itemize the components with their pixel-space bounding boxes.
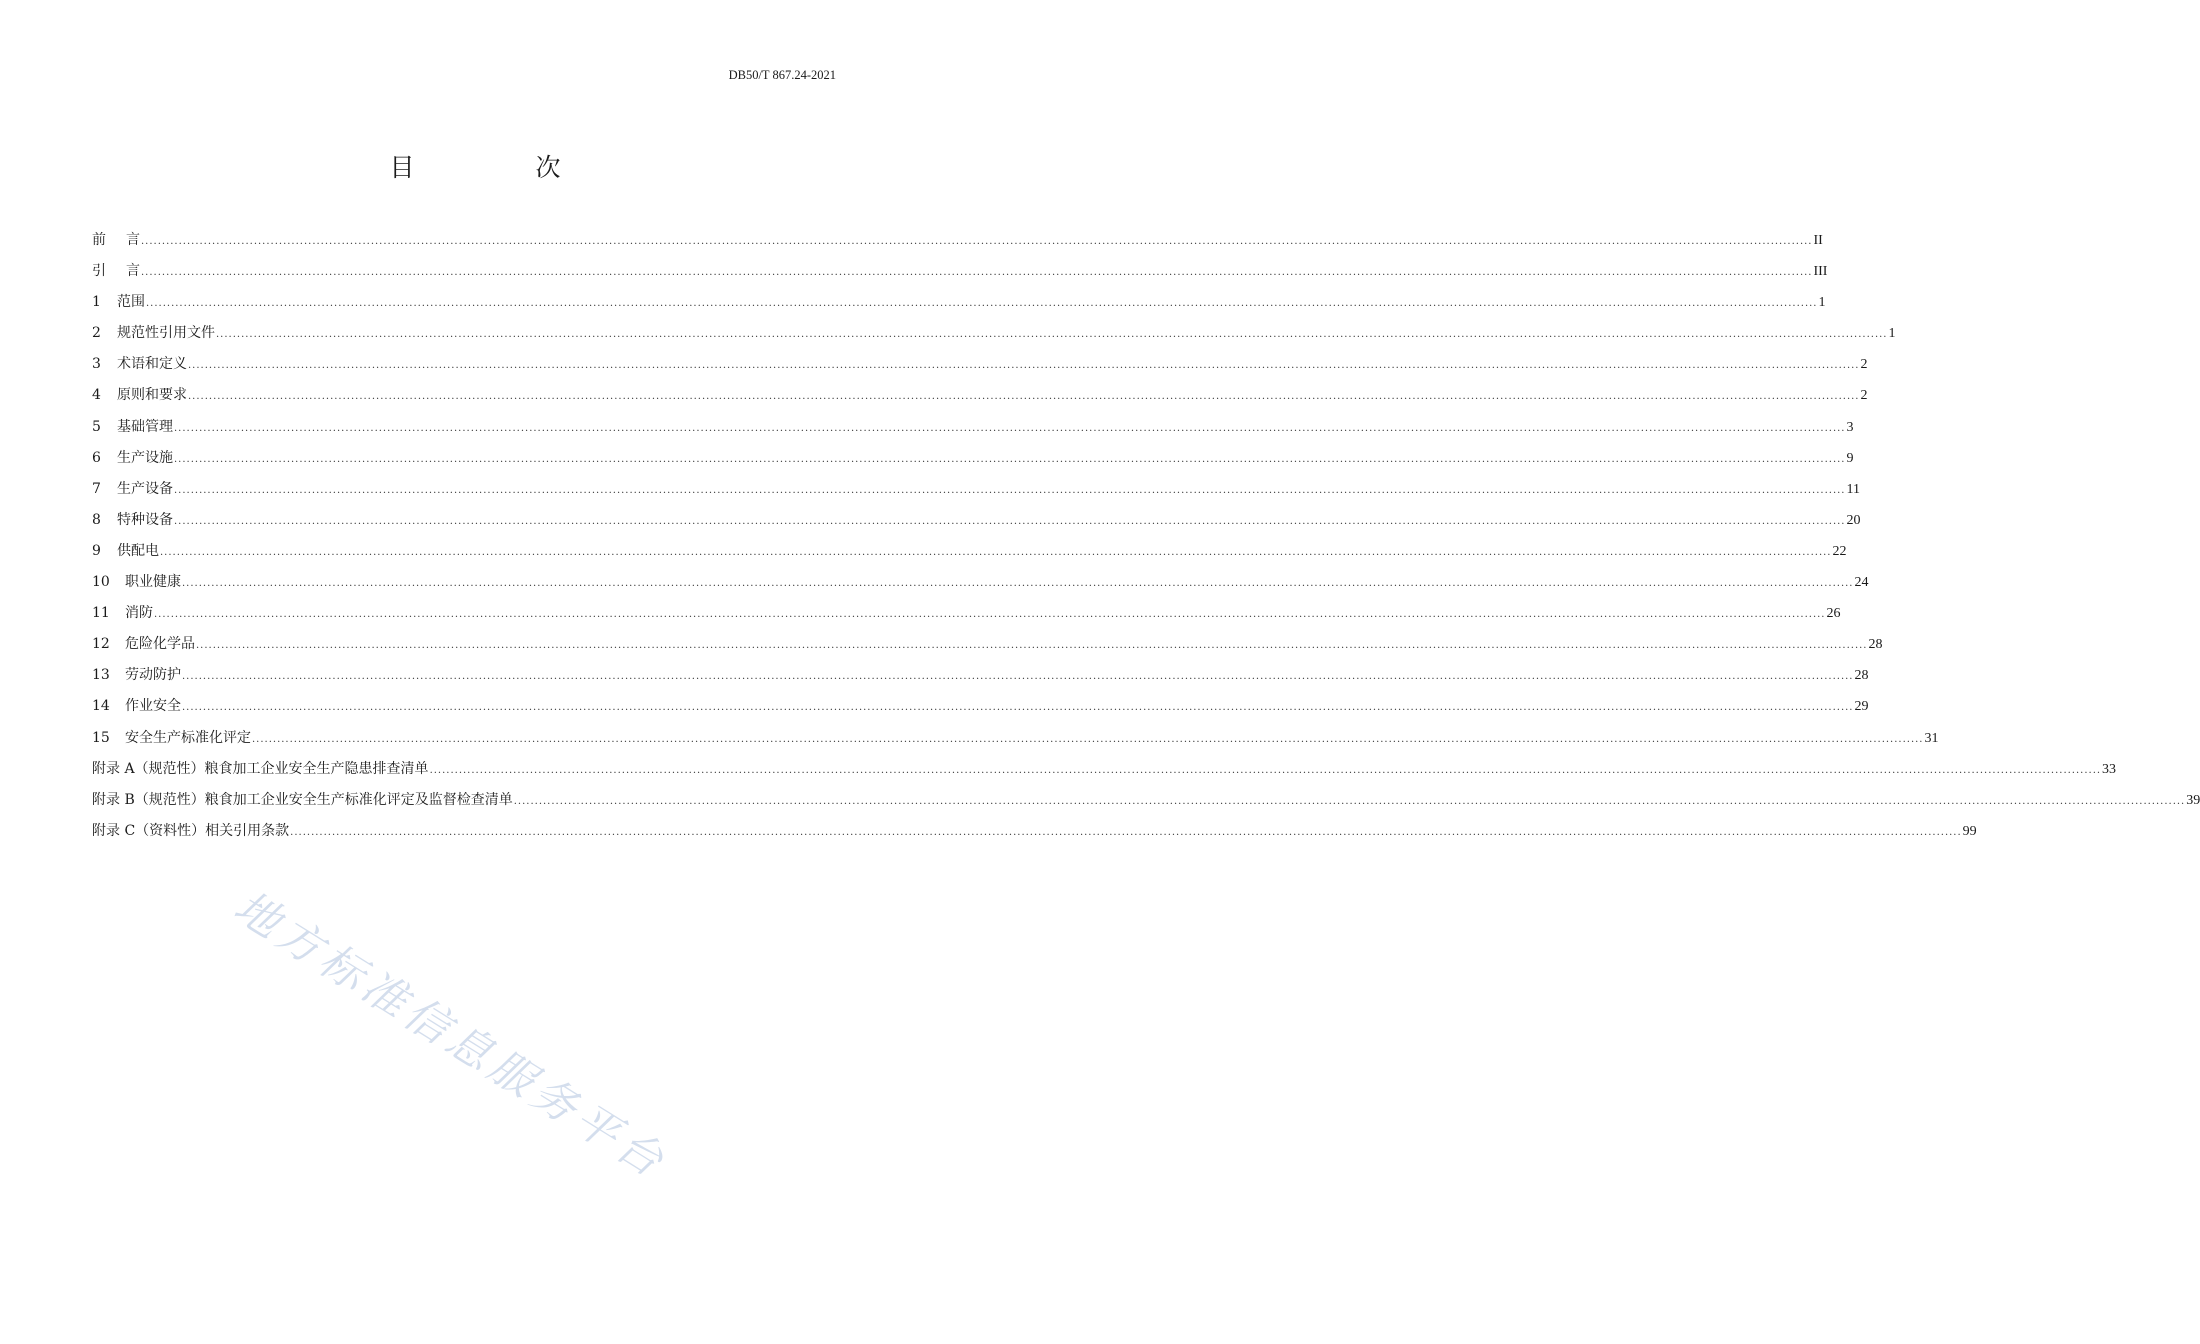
toc-entry-number: 14 [92, 698, 110, 715]
toc-entry-number: 5 [92, 418, 101, 435]
toc-entry[interactable] [92, 571, 1869, 602]
toc-entry-title: 言 [126, 232, 140, 248]
toc-entry-leader: ................................................................................................................................................................................................................................................................................................................................................................................................................ [174, 453, 1846, 465]
toc-entry-number: 1 [92, 294, 101, 311]
toc-entry-page: 3 [1846, 419, 1854, 435]
toc-entry-title: 供配电 [117, 542, 159, 559]
toc-entry-number: 6 [92, 449, 101, 466]
toc-entry-leader: ................................................................................................................................................................................................................................................................................................................................................................................................................ [429, 764, 2102, 776]
toc-entry-number: 12 [92, 636, 110, 653]
table-of-contents [92, 229, 2200, 851]
toc-entry-page: 26 [1826, 606, 1841, 622]
toc-entry[interactable] [92, 322, 1896, 353]
toc-entry-number: 7 [92, 480, 101, 497]
toc-entry-page: 31 [1924, 730, 1939, 746]
toc-entry-number: 2 [92, 325, 101, 342]
toc-entry[interactable] [92, 540, 1847, 571]
toc-entry-leader: ................................................................................................................................................................................................................................................................................................................................................................................................................ [216, 329, 1888, 341]
toc-entry-page: III [1813, 264, 1828, 280]
toc-entry[interactable] [92, 384, 1868, 415]
toc-entry-title: 安全生产标准化评定 [125, 729, 251, 746]
toc-entry[interactable] [92, 416, 1854, 447]
document-code: DB50/T 867.24-2021 [728, 68, 836, 82]
toc-entry[interactable] [92, 727, 1939, 758]
toc-entry[interactable] [92, 695, 1869, 726]
toc-entry-leader: ................................................................................................................................................................................................................................................................................................................................................................................................................ [141, 236, 1813, 247]
toc-title: 目 次 [389, 153, 609, 182]
toc-entry[interactable] [92, 633, 1883, 664]
toc-entry-title: 规范性引用文件 [117, 325, 215, 342]
toc-entry-leader: ................................................................................................................................................................................................................................................................................................................................................................................................................ [188, 360, 1860, 372]
toc-entry-leader: ................................................................................................................................................................................................................................................................................................................................................................................................................ [174, 484, 1846, 496]
toc-entry[interactable] [92, 789, 2200, 820]
toc-entry[interactable] [92, 602, 1841, 633]
toc-entry-title: 附录 A（规范性）粮食加工企业安全生产隐患排查清单 [92, 760, 429, 777]
toc-entry-title: 基础管理 [117, 418, 173, 435]
toc-entry[interactable] [92, 260, 1828, 291]
toc-entry-number: 13 [92, 667, 110, 684]
toc-entry[interactable] [92, 509, 1861, 540]
toc-entry-title: 职业健康 [125, 574, 181, 591]
toc-entry-page: 24 [1854, 575, 1869, 591]
toc-entry[interactable] [92, 820, 1977, 851]
toc-entry-title: 附录 C（资料性）相关引用条款 [92, 822, 290, 839]
toc-entry[interactable] [92, 353, 1868, 384]
toc-entry-leader: ................................................................................................................................................................................................................................................................................................................................................................................................................ [182, 702, 1854, 714]
toc-entry[interactable] [92, 447, 1854, 478]
toc-entry-number: 引 [92, 263, 106, 280]
toc-entry[interactable] [92, 478, 1860, 509]
toc-entry-page: 33 [2102, 761, 2117, 777]
toc-entry-title: 危险化学品 [125, 636, 195, 653]
toc-entry-number: 4 [92, 387, 101, 404]
toc-entry-page: 1 [1888, 326, 1896, 342]
toc-entry-title: 言 [126, 263, 140, 280]
toc-entry-number: 11 [92, 605, 110, 622]
toc-entry-page: 99 [1962, 823, 1977, 839]
toc-entry-page: 28 [1868, 637, 1883, 653]
toc-entry-number: 前 [92, 232, 106, 248]
toc-entry-title: 作业安全 [125, 698, 181, 715]
toc-entry-title: 生产设备 [117, 480, 173, 497]
toc-entry-leader: ................................................................................................................................................................................................................................................................................................................................................................................................................ [196, 640, 1868, 652]
toc-entry-page: 22 [1832, 543, 1847, 559]
toc-entry-leader: ................................................................................................................................................................................................................................................................................................................................................................................................................ [252, 733, 1924, 745]
toc-entry-page: 28 [1854, 668, 1869, 684]
toc-entry-page: 2 [1860, 357, 1868, 373]
toc-entry[interactable] [92, 664, 1869, 695]
toc-entry-page: 29 [1854, 699, 1869, 715]
toc-entry-leader: ................................................................................................................................................................................................................................................................................................................................................................................................................ [182, 671, 1854, 683]
toc-entry[interactable] [92, 291, 1826, 322]
toc-entry-leader: ................................................................................................................................................................................................................................................................................................................................................................................................................ [160, 546, 1832, 558]
toc-entry-title: 生产设施 [117, 449, 173, 466]
toc-entry[interactable] [92, 229, 1823, 260]
toc-entry-title: 原则和要求 [117, 387, 187, 404]
toc-entry-leader: ................................................................................................................................................................................................................................................................................................................................................................................................................ [174, 422, 1846, 434]
toc-entry-title: 消防 [125, 605, 153, 622]
toc-entry-leader: ................................................................................................................................................................................................................................................................................................................................................................................................................ [290, 826, 1962, 838]
toc-entry-leader: ................................................................................................................................................................................................................................................................................................................................................................................................................ [146, 298, 1818, 310]
toc-entry-leader: ................................................................................................................................................................................................................................................................................................................................................................................................................ [188, 391, 1860, 403]
watermark: 地方标准信息服务平台 [225, 881, 677, 1190]
toc-entry-page: II [1813, 233, 1823, 248]
toc-entry-title: 特种设备 [117, 511, 173, 528]
toc-entry-leader: ................................................................................................................................................................................................................................................................................................................................................................................................................ [154, 609, 1826, 621]
toc-entry-leader: ................................................................................................................................................................................................................................................................................................................................................................................................................ [174, 515, 1846, 527]
toc-entry-number: 9 [92, 542, 101, 559]
toc-entry-leader: ................................................................................................................................................................................................................................................................................................................................................................................................................ [513, 795, 2186, 807]
toc-entry-title: 术语和定义 [117, 356, 187, 373]
toc-entry-page: 1 [1818, 295, 1826, 311]
toc-entry-title: 劳动防护 [125, 667, 181, 684]
toc-entry-page: 11 [1846, 481, 1860, 497]
toc-entry-page: 2 [1860, 388, 1868, 404]
toc-entry-page: 39 [2186, 792, 2200, 808]
toc-entry-leader: ................................................................................................................................................................................................................................................................................................................................................................................................................ [141, 267, 1813, 279]
toc-entry-title: 附录 B（规范性）粮食加工企业安全生产标准化评定及监督检查清单 [92, 791, 513, 808]
toc-entry-leader: ................................................................................................................................................................................................................................................................................................................................................................................................................ [182, 578, 1854, 590]
toc-entry-number: 15 [92, 729, 110, 746]
toc-entry[interactable] [92, 758, 2117, 789]
toc-entry-number: 3 [92, 356, 101, 373]
toc-entry-page: 20 [1846, 512, 1861, 528]
toc-entry-page: 9 [1846, 450, 1854, 466]
toc-entry-title: 范围 [117, 294, 145, 311]
toc-entry-number: 10 [92, 574, 110, 591]
toc-entry-number: 8 [92, 511, 101, 528]
